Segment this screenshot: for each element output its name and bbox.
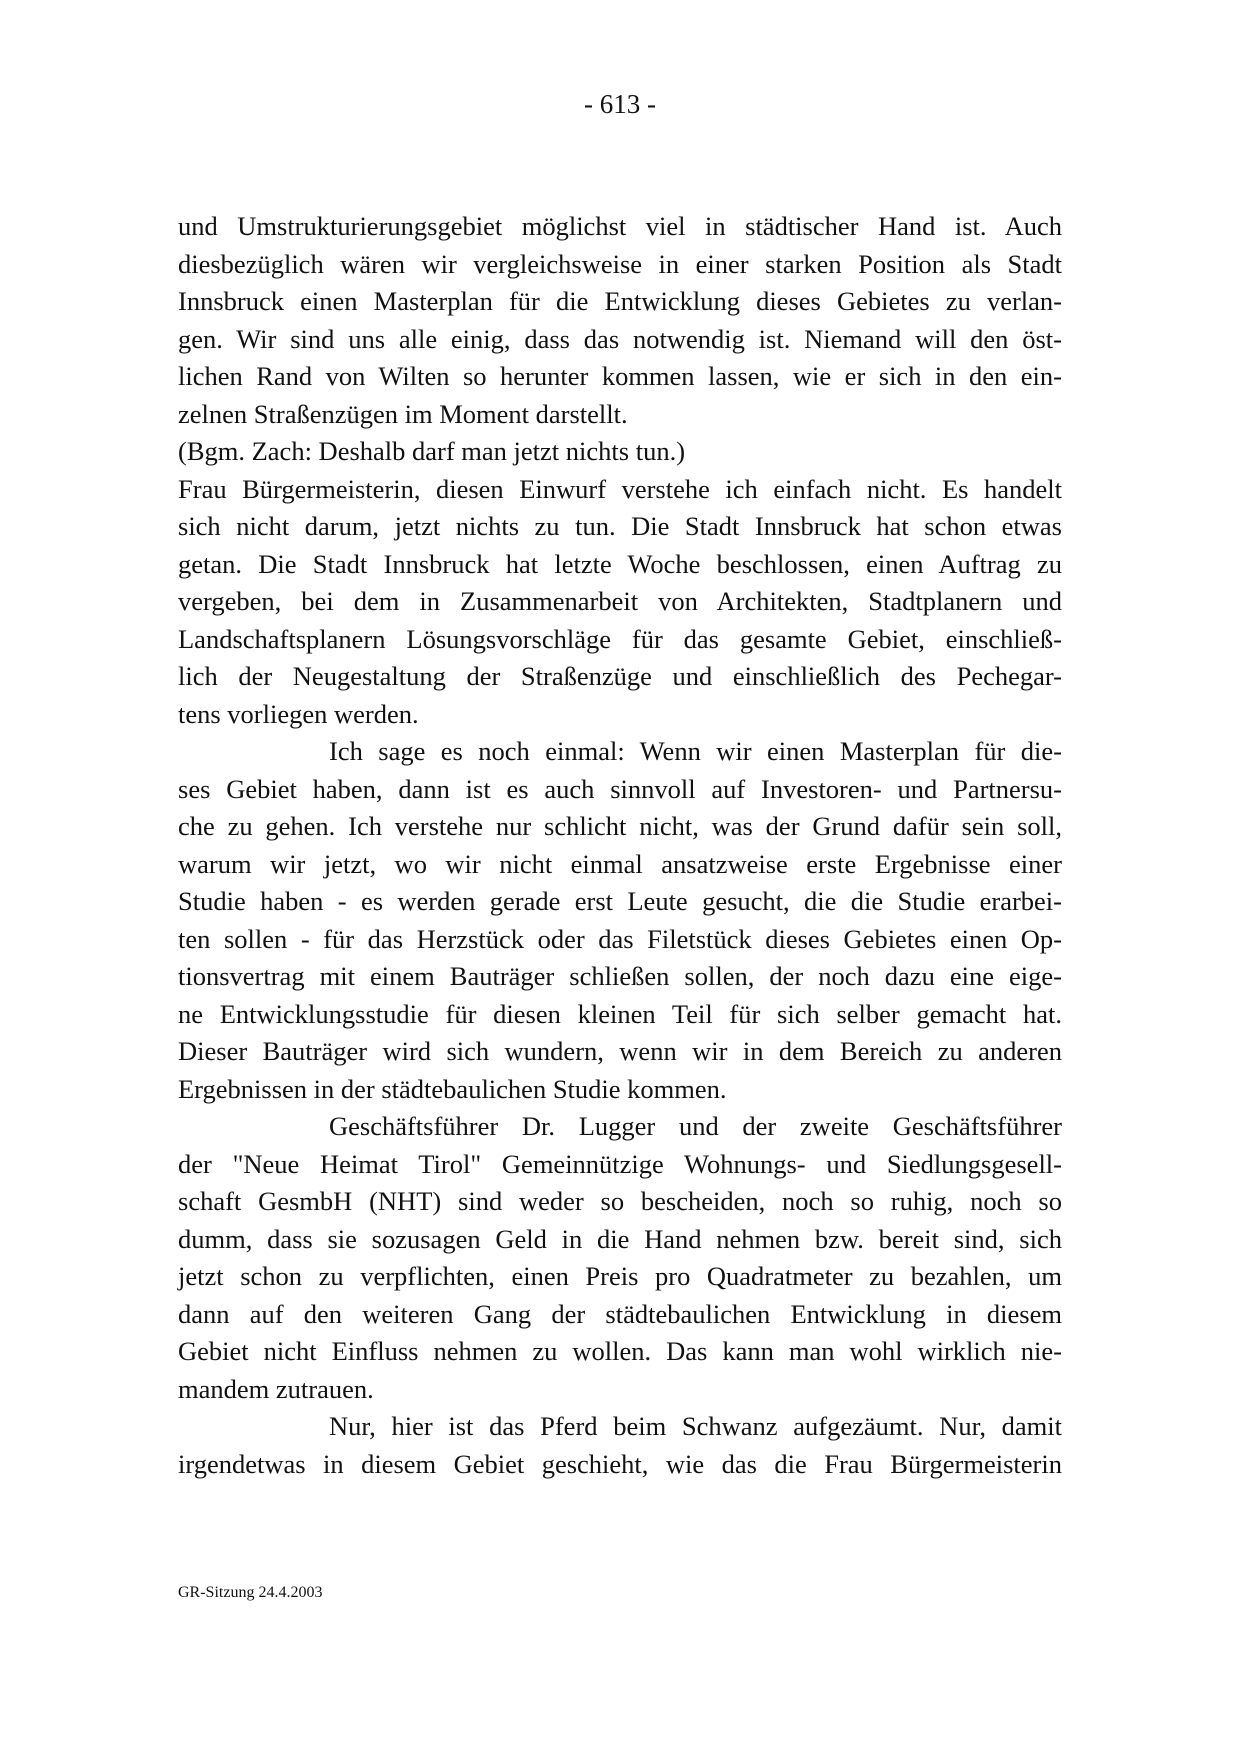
text-line: ten sollen - für das Herzstück oder das Filetstück dieses Gebietes einen Op- xyxy=(178,923,1062,954)
text-line: jetzt schon zu verpflichten, einen Preis pro Quadratmeter zu bezahlen, um xyxy=(178,1261,1062,1291)
text-line: Geschäftsführer Dr. Lugger und der zweite Geschäftsführer xyxy=(329,1111,1062,1141)
text-line: Frau Bürgermeisterin, diesen Einwurf verstehe ich einfach nicht. Es handelt xyxy=(178,473,1062,504)
text-line: sich nicht darum, jetzt nichts zu tun. Die Stadt Innsbruck hat schon etwas xyxy=(178,511,1062,541)
text-line: und Umstrukturierungsgebiet möglichst viel in städtischer Hand ist. Auch xyxy=(178,211,1062,241)
text-line: Dieser Bauträger wird sich wundern, wenn wir in dem Bereich zu anderen xyxy=(178,1036,1062,1066)
text-line: ne Entwicklungsstudie für diesen kleinen Teil für sich selber gemacht hat. xyxy=(178,998,1062,1029)
text-line: Nur, hier ist das Pferd beim Schwanz aufgezäumt. Nur, damit xyxy=(329,1411,1062,1441)
text-line: (Bgm. Zach: Deshalb darf man jetzt nichts tun.) xyxy=(178,436,686,466)
text-line: schaft GesmbH (NHT) sind weder so bescheiden, noch so ruhig, noch so xyxy=(178,1186,1062,1216)
text-line: der "Neue Heimat Tirol" Gemeinnützige Wohnungs- und Siedlungsgesell- xyxy=(178,1148,1062,1179)
footer-session-date: GR-Sitzung 24.4.2003 xyxy=(178,1584,323,1601)
text-line: irgendetwas in diesem Gebiet geschieht, wie das die Frau Bürgermeisterin xyxy=(178,1448,1062,1479)
text-line: Innsbruck einen Masterplan für die Entwicklung dieses Gebietes zu verlan- xyxy=(178,286,1062,316)
text-line: getan. Die Stadt Innsbruck hat letzte Woche beschlossen, einen Auftrag zu xyxy=(178,548,1062,579)
text-line: diesbezüglich wären wir vergleichsweise in einer starken Position als Stadt xyxy=(178,248,1062,279)
text-line: mandem zutrauen. xyxy=(178,1373,374,1404)
page-number: - 613 - xyxy=(584,89,656,119)
text-line: Ergebnissen in der städtebaulichen Studie kommen. xyxy=(178,1073,727,1104)
text-line: che zu gehen. Ich verstehe nur schlicht nicht, was der Grund dafür sein soll, xyxy=(178,811,1062,841)
text-line: Landschaftsplanern Lösungsvorschläge für das gesamte Gebiet, einschließ- xyxy=(178,623,1062,654)
text-line: zelnen Straßenzügen im Moment darstellt. xyxy=(178,398,628,429)
text-line: warum wir jetzt, wo wir nicht einmal ansatzweise erste Ergebnisse einer xyxy=(178,848,1062,879)
text-line: tens vorliegen werden. xyxy=(178,698,419,729)
text-line: ses Gebiet haben, dann ist es auch sinnvoll auf Investoren- und Partnersu- xyxy=(178,773,1062,804)
text-line: Ich sage es noch einmal: Wenn wir einen Masterplan für die- xyxy=(329,736,1062,766)
text-line: Gebiet nicht Einfluss nehmen zu wollen. Das kann man wohl wirklich nie- xyxy=(178,1336,1062,1366)
body-text xyxy=(178,208,1062,1483)
text-line: dann auf den weiteren Gang der städtebaulichen Entwicklung in diesem xyxy=(178,1298,1062,1329)
text-line: gen. Wir sind uns alle einig, dass das notwendig ist. Niemand will den öst- xyxy=(178,323,1062,354)
text-line: lich der Neugestaltung der Straßenzüge und einschließlich des Pechegar- xyxy=(178,661,1062,691)
text-line: tionsvertrag mit einem Bauträger schließen sollen, der noch dazu eine eige- xyxy=(178,961,1062,991)
text-line: lichen Rand von Wilten so herunter kommen lassen, wie er sich in den ein- xyxy=(178,361,1062,391)
text-line: dumm, dass sie sozusagen Geld in die Hand nehmen bzw. bereit sind, sich xyxy=(178,1223,1062,1254)
text-line: Studie haben - es werden gerade erst Leute gesucht, die die Studie erarbei- xyxy=(178,886,1062,916)
text-line: vergeben, bei dem in Zusammenarbeit von Architekten, Stadtplanern und xyxy=(178,586,1062,616)
